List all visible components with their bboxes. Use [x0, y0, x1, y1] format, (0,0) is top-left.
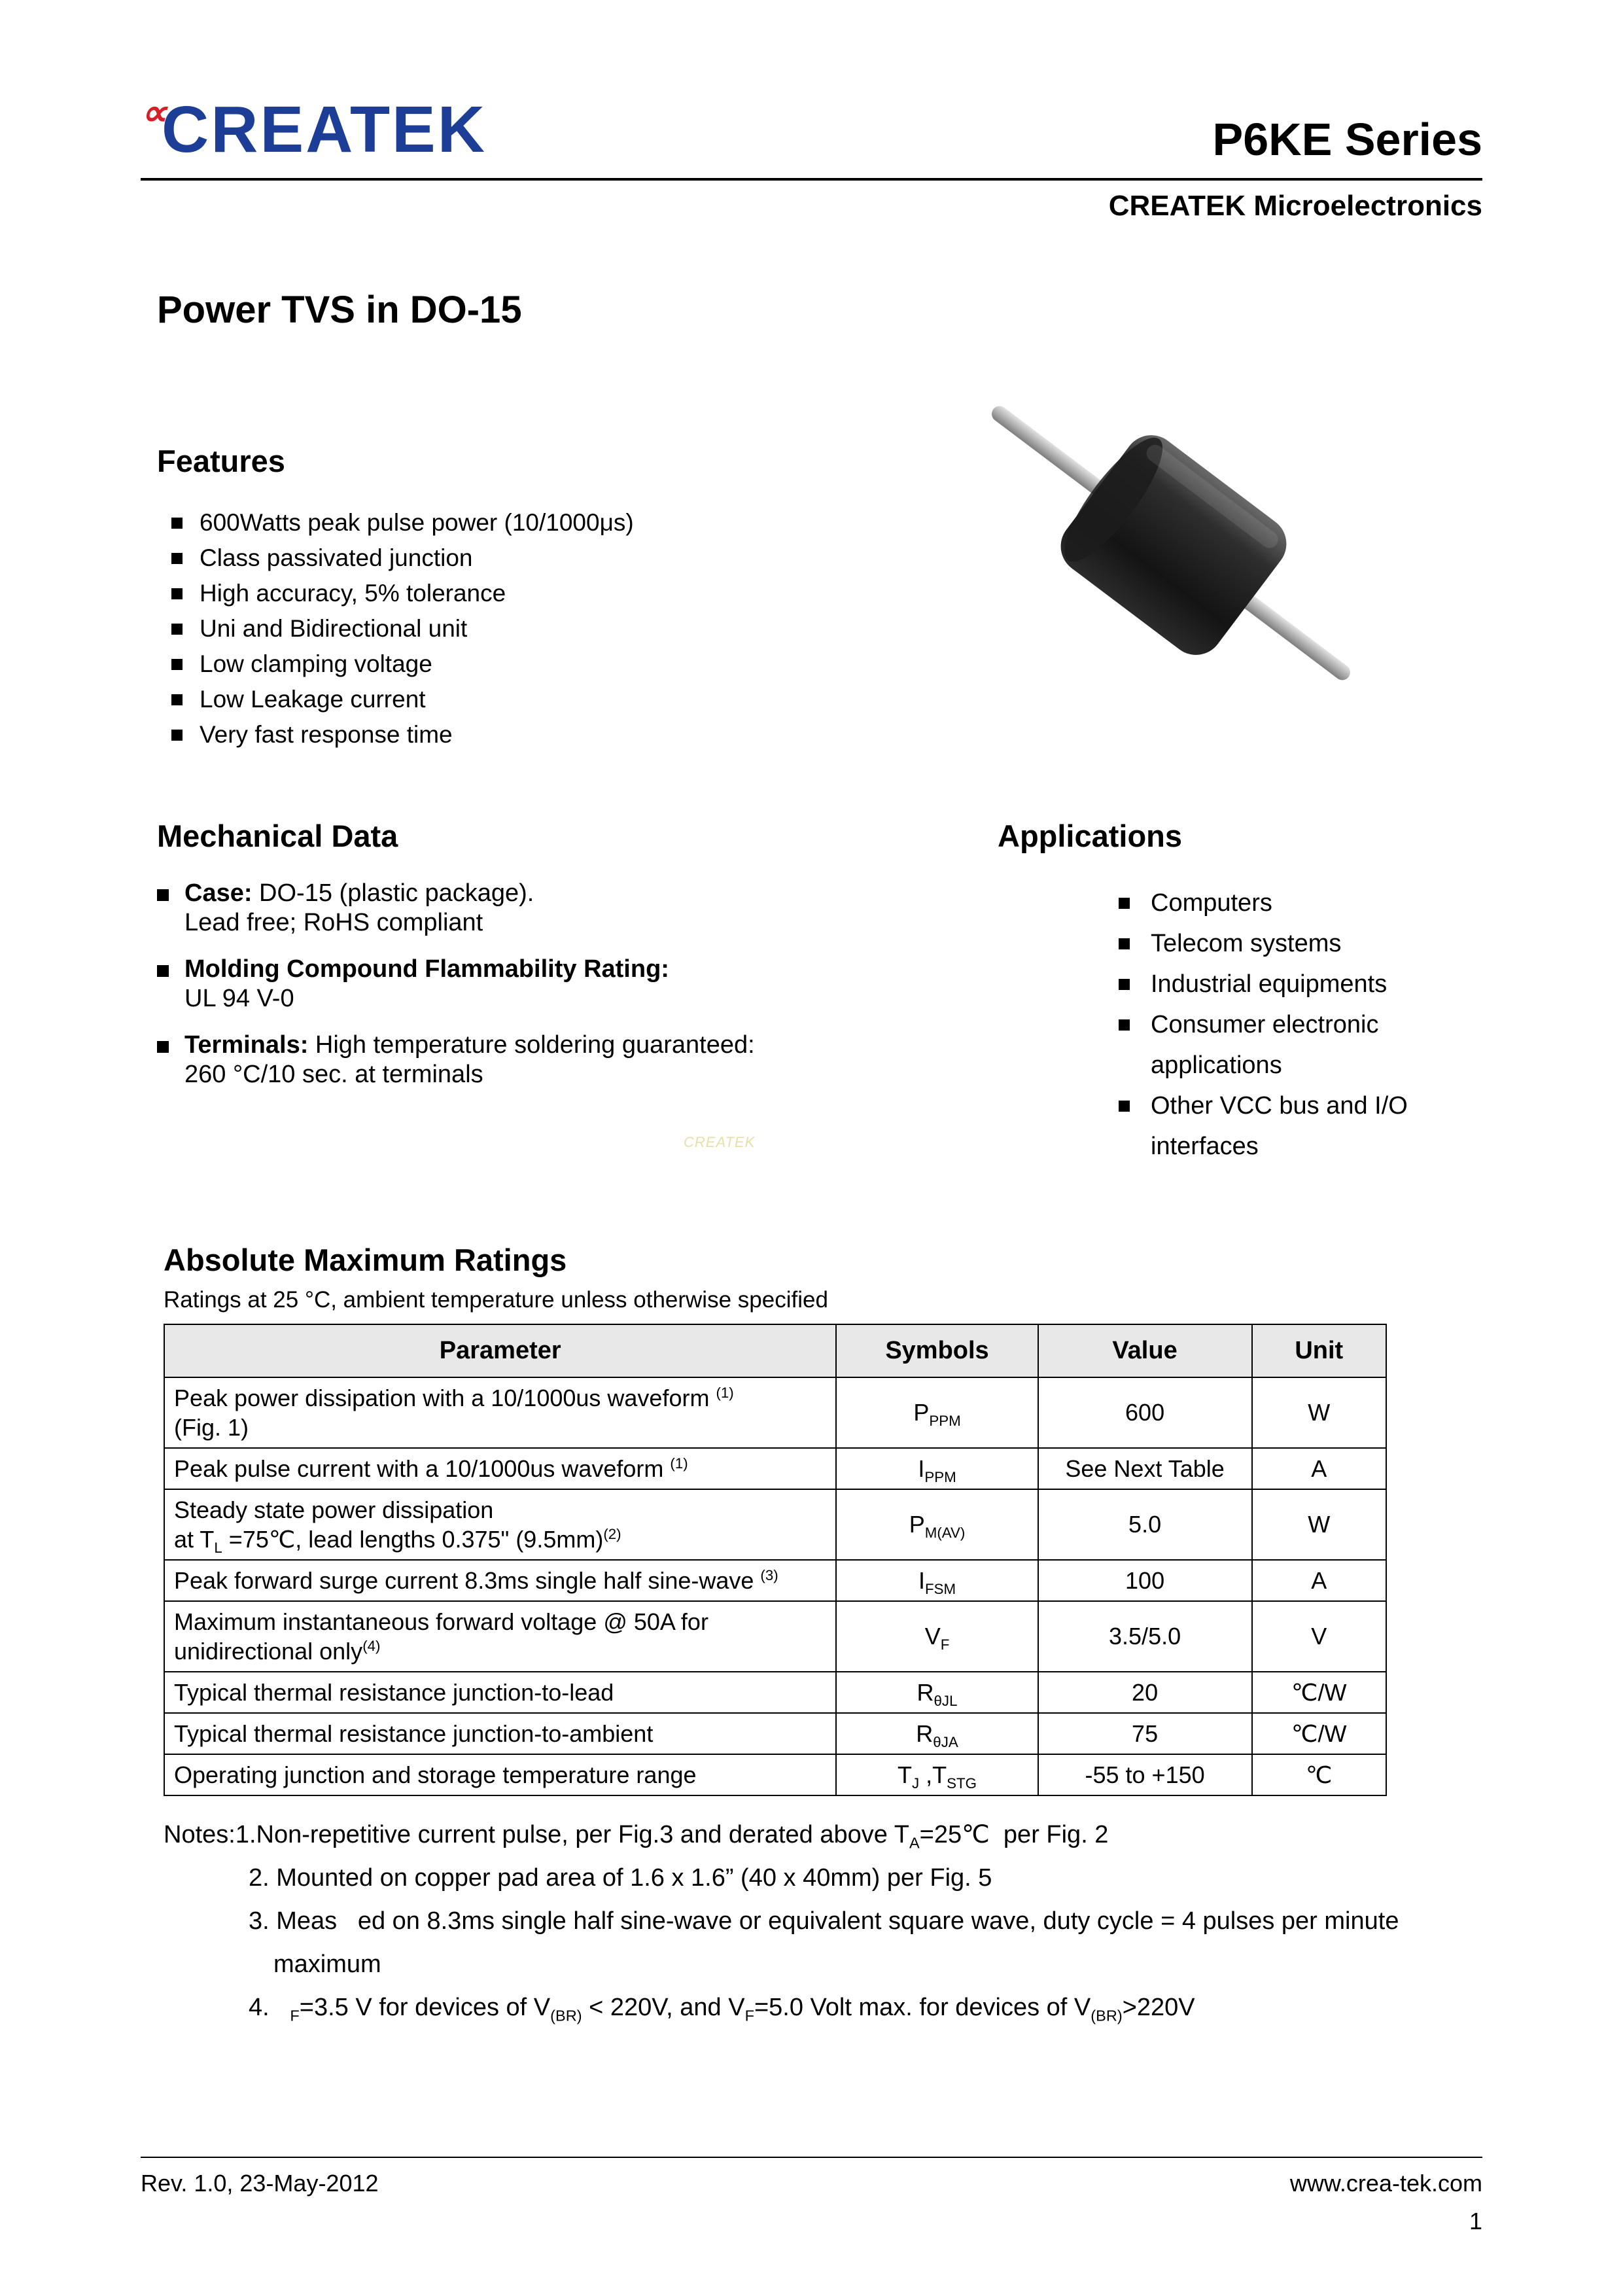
table-row: [164, 1560, 1386, 1601]
application-text: Other VCC bus and I/O interfaces: [1151, 1092, 1408, 1160]
createk-logo-icon: ∝: [141, 92, 167, 133]
value-cell: 3.5/5.0: [1038, 1601, 1252, 1672]
application-item: [998, 1004, 1482, 1086]
unit-cell: A: [1252, 1560, 1386, 1601]
application-text: Computers: [1151, 889, 1272, 917]
notes-section: [164, 1813, 1482, 2029]
symbol-cell: $V_F$: [836, 1601, 1038, 1672]
features-heading: Features: [157, 444, 285, 478]
applications-section: [978, 818, 1482, 1167]
mid-columns: [141, 818, 1482, 1167]
application-item: [998, 1086, 1482, 1167]
mechanical-item: [157, 879, 978, 938]
bullet-square-icon: [171, 588, 183, 599]
bullet-square-icon: [1119, 1019, 1130, 1031]
feature-item: [157, 717, 909, 752]
watermark: CREATEK: [684, 1134, 756, 1150]
features-list: [157, 505, 909, 752]
value-cell: See Next Table: [1038, 1448, 1252, 1489]
ratings-subheading: Ratings at 25 °C, ambient temperature unless otherwise specified: [164, 1287, 828, 1313]
application-text: Industrial equipments: [1151, 970, 1387, 998]
footer-divider: [141, 2157, 1482, 2158]
application-text: Consumer electronic applications: [1151, 1011, 1379, 1079]
feature-item: [157, 576, 909, 611]
note-line: Notes:1.Non-repetitive current pulse, per Fig.3 and derated above $T_A=25℃$ per Fig. 2: [164, 1821, 1109, 1852]
symbol-cell: $T_J$ $,T_{STG}$: [836, 1754, 1038, 1795]
diode-illustration: [945, 360, 1397, 739]
note-line: 3. Meas ed on 8.3ms single half sine-wave or equivalent square wave, duty cycle = 4 pulses per minute: [249, 1907, 1399, 1935]
createk-logo: [141, 92, 487, 166]
table-row: [164, 1489, 1386, 1560]
bullet-square-icon: [171, 624, 183, 635]
parameter-cell: Maximum instantaneous forward voltage @ 50A for unidirectional only$^{(4)}$: [164, 1601, 836, 1672]
bullet-square-icon: [157, 965, 169, 977]
bullet-square-icon: [171, 730, 183, 741]
parameter-cell: Peak forward surge current 8.3ms single half sine-wave $^{(3)}$: [164, 1560, 836, 1601]
table-row: [164, 1754, 1386, 1795]
parameter-cell: Operating junction and storage temperature range: [164, 1754, 836, 1795]
mechanical-heading: Mechanical Data: [157, 819, 398, 853]
website-text: www.crea-tek.com: [1289, 2170, 1482, 2197]
bullet-square-icon: [171, 518, 183, 529]
feature-item: [157, 540, 909, 576]
value-cell: 20: [1038, 1672, 1252, 1713]
features-section: [157, 443, 909, 752]
value-cell: -55 to +150: [1038, 1754, 1252, 1795]
symbol-cell: $I_{FSM}$: [836, 1560, 1038, 1601]
unit-cell: W: [1252, 1489, 1386, 1560]
bullet-square-icon: [1119, 938, 1130, 949]
application-item: [998, 964, 1482, 1004]
bullet-square-icon: [171, 659, 183, 670]
revision-text: Rev. 1.0, 23-May-2012: [141, 2170, 379, 2197]
table-row: [164, 1672, 1386, 1713]
feature-text: Low clamping voltage: [200, 650, 432, 677]
bullet-square-icon: [1119, 898, 1130, 909]
parameter-cell: Typical thermal resistance junction-to-lead: [164, 1672, 836, 1713]
diode-product-photo: [945, 360, 1397, 739]
column-header-symbols: Symbols: [836, 1324, 1038, 1377]
header: [141, 92, 1482, 166]
mechanical-text: Molding Compound Flammability Rating: UL 94 V-0: [184, 955, 669, 1012]
bullet-square-icon: [171, 694, 183, 705]
mechanical-text: Case: DO-15 (plastic package). Lead free; RoHS compliant: [184, 879, 534, 936]
unit-cell: ℃: [1252, 1754, 1386, 1795]
column-header-unit: Unit: [1252, 1324, 1386, 1377]
unit-cell: W: [1252, 1377, 1386, 1448]
page-number: 1: [1469, 2208, 1482, 2234]
unit-cell: ℃/W: [1252, 1672, 1386, 1713]
value-cell: 5.0: [1038, 1489, 1252, 1560]
feature-item: [157, 646, 909, 682]
logo-text: CREATEK: [162, 93, 487, 166]
company-name: CREATEK Microelectronics: [1108, 190, 1482, 222]
feature-text: Class passivated junction: [200, 544, 473, 571]
bullet-square-icon: [157, 1041, 169, 1053]
column-header-value: Value: [1038, 1324, 1252, 1377]
mechanical-text: Terminals: High temperature soldering guaranteed: 260 °C/10 sec. at terminals: [184, 1031, 755, 1088]
value-cell: 75: [1038, 1713, 1252, 1754]
footer: [141, 2157, 1482, 2235]
table-row: [164, 1377, 1386, 1448]
footer-row: [141, 2170, 1482, 2197]
feature-item: [157, 505, 909, 540]
note-line: maximum: [273, 1951, 381, 1978]
mechanical-section: [141, 818, 978, 1167]
feature-text: Very fast response time: [200, 721, 453, 748]
table-row: [164, 1713, 1386, 1754]
table-header-row: [164, 1324, 1386, 1377]
applications-heading: Applications: [998, 819, 1183, 853]
bullet-square-icon: [1119, 1101, 1130, 1112]
ratings-heading: Absolute Maximum Ratings: [164, 1243, 567, 1277]
feature-item: [157, 611, 909, 646]
note-line: 4. $_F$=3.5 V for devices of $V_{(BR)} < 220V$, and $V_F=5.0$ Volt max. for devices of $V_{(BR)}>220V$: [249, 1994, 1195, 2024]
symbol-cell: $R_{\theta JL}$: [836, 1672, 1038, 1713]
value-cell: 600: [1038, 1377, 1252, 1448]
feature-text: Uni and Bidirectional unit: [200, 615, 468, 642]
unit-cell: V: [1252, 1601, 1386, 1672]
application-text: Telecom systems: [1151, 930, 1342, 957]
feature-text: Low Leakage current: [200, 686, 426, 713]
table-row: [164, 1448, 1386, 1489]
symbol-cell: $I_{PPM}$: [836, 1448, 1038, 1489]
bullet-square-icon: [157, 889, 169, 901]
mechanical-item: [157, 955, 978, 1014]
symbol-cell: $R_{\theta JA}$: [836, 1713, 1038, 1754]
column-header-parameter: Parameter: [164, 1324, 836, 1377]
symbol-cell: $P_{PPM}$: [836, 1377, 1038, 1448]
page-title: Power TVS in DO-15: [157, 289, 522, 331]
value-cell: 100: [1038, 1560, 1252, 1601]
series-title: P6KE Series: [1212, 114, 1482, 165]
note-line: 2. Mounted on copper pad area of 1.6 x 1.6” (40 x 40mm) per Fig. 5: [249, 1864, 992, 1892]
ratings-table: [164, 1324, 1387, 1796]
header-divider: [141, 178, 1482, 181]
unit-cell: ℃/W: [1252, 1713, 1386, 1754]
feature-text: High accuracy, 5% tolerance: [200, 580, 506, 607]
bullet-square-icon: [1119, 979, 1130, 990]
ratings-section: [164, 1242, 1482, 1796]
parameter-cell: Typical thermal resistance junction-to-ambient: [164, 1713, 836, 1754]
bullet-square-icon: [171, 553, 183, 564]
mechanical-item: [157, 1031, 978, 1089]
parameter-cell: Peak power dissipation with a 10/1000us waveform $^{(1)}$ (Fig. 1): [164, 1377, 836, 1448]
symbol-cell: $P_{M(AV)}$: [836, 1489, 1038, 1560]
feature-item: [157, 682, 909, 717]
unit-cell: A: [1252, 1448, 1386, 1489]
parameter-cell: Steady state power dissipation at $T_L$ =75℃, lead lengths 0.375" $(9.5mm)^{(2)}$: [164, 1489, 836, 1560]
feature-text: 600Watts peak pulse power (10/1000μs): [200, 509, 634, 536]
application-item: [998, 923, 1482, 964]
table-row: [164, 1601, 1386, 1672]
application-item: [998, 883, 1482, 923]
parameter-cell: Peak pulse current with a 10/1000us waveform $^{(1)}$: [164, 1448, 836, 1489]
applications-list: [998, 883, 1482, 1167]
